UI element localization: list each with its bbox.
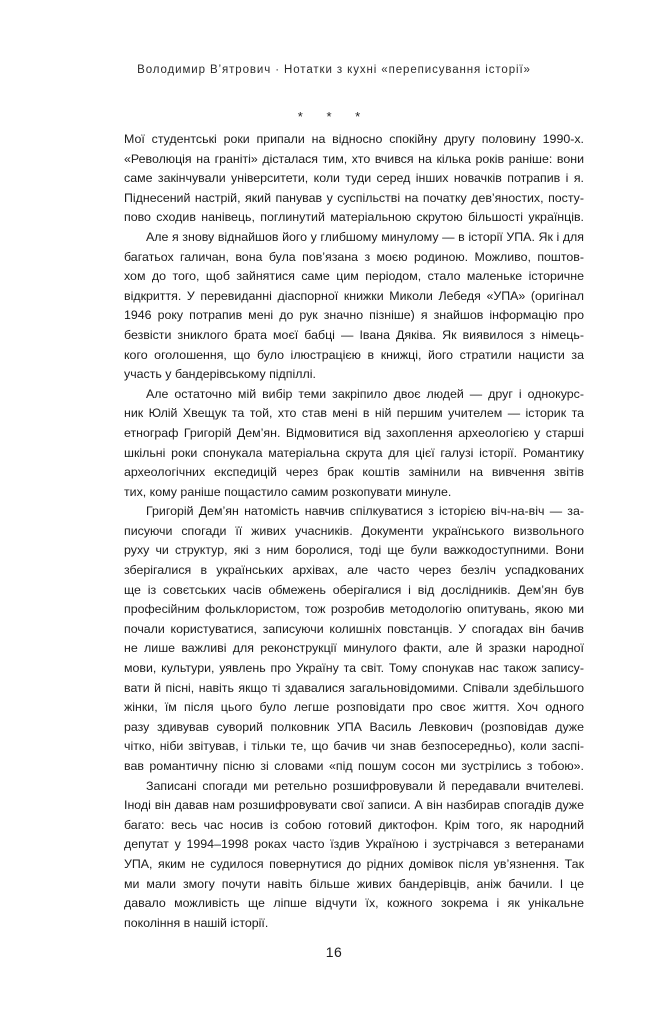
- running-head: Володимир В’ятрович · Нотатки з кухні «переписування історії»: [137, 64, 531, 76]
- paragraph-4: [124, 502, 584, 776]
- text-line: мови, культури, уявлень про Україну та світ. Тому спонукав нас також запису-: [124, 661, 584, 676]
- text-line: ще із совєтських часів обмежень оберігалися і від дослідників. Дем’ян був: [124, 582, 584, 597]
- text-line: участь у бандерівському підпіллі.: [124, 367, 316, 382]
- text-line: Але остаточно мій вибір теми закріпило двоє людей — друг і однокурс-: [146, 386, 584, 401]
- text-line: «Революція на граніті» дісталася тим, хто вчився на кілька років раніше: вони: [124, 151, 584, 166]
- text-line: археологічних експедицій через брак коштів замінили на вивчення звітів: [124, 465, 584, 480]
- paragraph-5: [124, 777, 584, 934]
- text-line: багато: весь час носив із собою готовий диктофон. Крім того, як народний: [124, 817, 584, 832]
- paragraph-3: [124, 385, 584, 503]
- text-line: руху чи структур, які з ним боролися, тоді ще були важкодоступними. Вони: [124, 543, 584, 558]
- text-line: УПА, яким не судилося повернутися до рідних домівок після ув’язнення. Так: [124, 856, 584, 871]
- text-line: саме закінчували університети, коли туди серед інших новачків потрапив і я.: [124, 171, 584, 186]
- text-line: безвісти зниклого брата моєї бабці — Івана Дяківа. Як виявилося з німець-: [124, 327, 584, 342]
- text-line: 1946 року потрапив мені до рук значно пізніше) я знайшов інформацію про: [124, 308, 584, 323]
- text-line: не лише важливі для реконструкції минулого факти, але й зразки народної: [124, 641, 584, 656]
- text-line: вав романтичну пісню зі словами «під пошум сосон ми зустрілись з тобою».: [124, 759, 584, 773]
- paragraph-1: [124, 130, 584, 228]
- text-line: почали користуватися, записуючи колишніх повстанців. У спогадах він бачив: [124, 621, 584, 636]
- text-line: Мої студентські роки припали на відносно спокійну другу половину 1990-х.: [124, 132, 584, 146]
- text-line: покоління в нашій історії.: [124, 915, 269, 930]
- text-line: Піднесений настрій, який панував у суспільстві на початку дев’яностих, посту-: [124, 190, 584, 205]
- text-line: разу здивував суворий полковник УПА Василь Левкович (розповідав дуже: [124, 719, 584, 734]
- text-line: хом до того, щоб зайнятися саме цим періодом, стало маленьке історичне: [124, 269, 584, 284]
- text-line: багатьох галичан, вона була пов’язана з моєю родиною. Можливо, поштов-: [124, 249, 584, 264]
- text-line: Але я знову віднайшов його у глибшому минулому — в історії УПА. Як і для: [146, 229, 584, 244]
- body-text: [124, 130, 584, 933]
- text-line: давало можливість ще ліпше відчути їх, кожного зокрема і як унікальне: [124, 896, 584, 911]
- text-line: депутат у 1994–1998 роках часто їздив Україною і зустрічався з ветеранами: [124, 837, 584, 852]
- text-line: вати й пісні, навіть якщо ті здавалися загальновідомими. Співали здебільшого: [124, 680, 584, 695]
- text-line: тих, кому раніше пощастило самим розкопувати минуле.: [124, 484, 452, 499]
- paragraph-2: [124, 228, 584, 385]
- text-line: кого оголошення, що було ілюстрацією в книжці, його стратили нацисти за: [124, 347, 584, 362]
- text-line: жінки, їм після цього було легше розповідати про своє життя. Хоч одного: [124, 700, 584, 715]
- text-line: етнограф Григорій Дем’ян. Відмовитися від захоплення археологією у старші: [124, 425, 584, 440]
- text-line: пово сходив нанівець, поглинутий матеріальною скрутою більшості українців.: [124, 210, 584, 225]
- text-line: писуючи спогади її живих учасників. Документи українського визвольного: [124, 523, 584, 538]
- text-line: шкільні роки спонукала матеріальна скрута для цієї галузі історії. Романтику: [124, 445, 584, 460]
- text-line: ник Юлій Хвещук та той, хто став мені в ній першим учителем — історик та: [124, 406, 584, 421]
- section-separator: * * *: [297, 109, 371, 124]
- text-line: Іноді він давав нам розшифровувати свої записи. А він назбирав спогадів дуже: [124, 798, 584, 813]
- text-line: зберігалися в українських архівах, але часто через безліч успадкованих: [124, 563, 584, 578]
- text-line: чітко, ніби звітував, і тільки те, що бачив чи знав безпосередньо), коли заспі-: [124, 739, 584, 754]
- text-line: Григорій Дем’ян натомість навчив спілкуватися з історією віч-на-віч — за-: [146, 504, 584, 519]
- text-line: Записані спогади ми ретельно розшифровували й передавали вчителеві.: [146, 778, 584, 793]
- text-line: професійним фольклористом, тож розробив методологію опитувань, якою ми: [124, 602, 584, 617]
- text-line: ми мали змогу почути навіть більше живих бандерівців, аніж бачили. І це: [124, 876, 584, 891]
- text-line: відкриття. У перевиданні діаспорної книжки Миколи Лебедя «УПА» (оригінал: [124, 288, 584, 303]
- page-number: 16: [325, 944, 343, 960]
